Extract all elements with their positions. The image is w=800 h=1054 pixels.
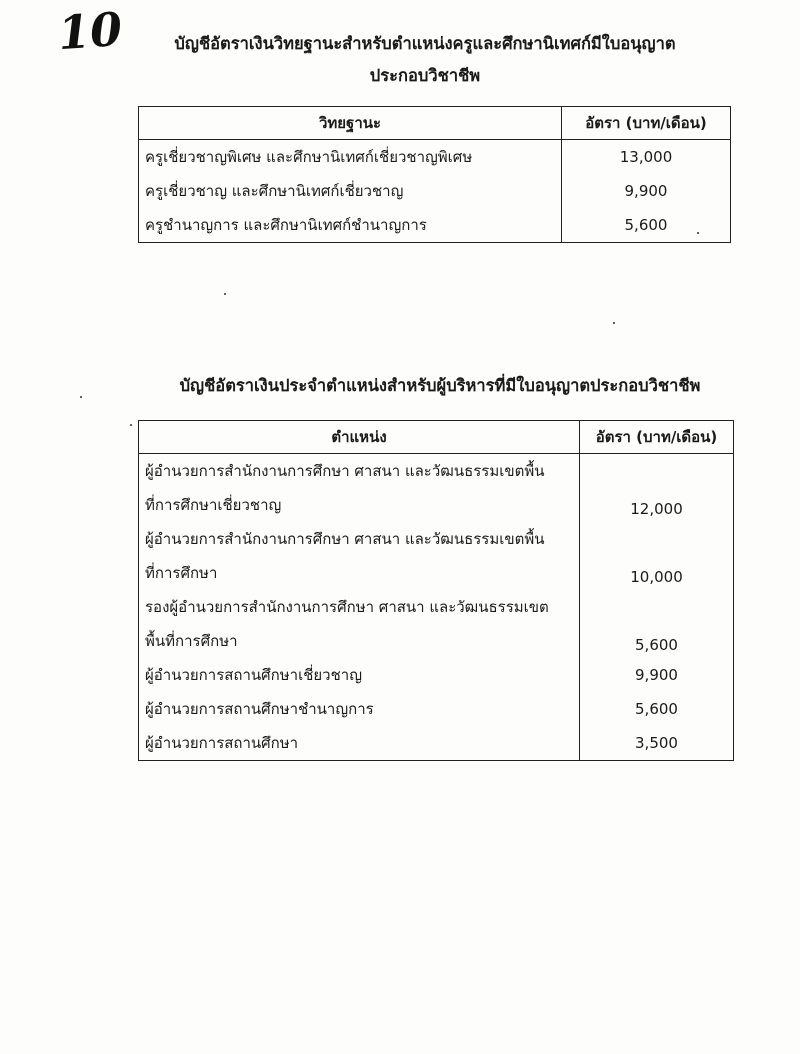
row-rate: 13,000 <box>562 140 731 175</box>
scan-speck <box>224 293 226 295</box>
row-rate: 9,900 <box>562 174 731 208</box>
scan-speck <box>697 232 699 234</box>
table-header-row <box>139 107 731 140</box>
table-row <box>139 208 731 243</box>
row-rate: 5,600 <box>562 208 731 243</box>
row-label: ครูเชี่ยวชาญพิเศษ และศึกษานิเทศก์เชี่ยวชาญพิเศษ <box>139 140 562 175</box>
row-label-line2: พื้นที่การศึกษา <box>145 632 238 650</box>
academic-standing-rate-table <box>138 106 731 243</box>
row-label-line2: ที่การศึกษาเชี่ยวชาญ <box>145 496 282 514</box>
table-row <box>139 658 734 692</box>
row-rate: 5,600 <box>580 692 734 726</box>
row-label <box>139 454 580 523</box>
row-label <box>139 590 580 658</box>
row-label <box>139 522 580 590</box>
row-label-line1: ผู้อำนวยการสำนักงานการศึกษา ศาสนา และวัฒนธรรมเขตพื้น <box>145 530 545 548</box>
table-row <box>139 726 734 761</box>
row-label: ผู้อำนวยการสถานศึกษาเชี่ยวชาญ <box>139 658 580 692</box>
table1-title <box>120 28 730 92</box>
scan-speck <box>130 424 132 426</box>
column-header-rate: อัตรา (บาท/เดือน) <box>580 421 734 454</box>
row-rate: 5,600 <box>580 590 734 658</box>
table-header-row <box>139 421 734 454</box>
table-row <box>139 590 734 658</box>
row-label: ผู้อำนวยการสถานศึกษา <box>139 726 580 761</box>
row-label: ครูเชี่ยวชาญ และศึกษานิเทศก์เชี่ยวชาญ <box>139 174 562 208</box>
table1-title-line2: ประกอบวิชาชีพ <box>369 66 481 85</box>
table-row <box>139 140 731 175</box>
row-rate: 9,900 <box>580 658 734 692</box>
row-label-line1: ผู้อำนวยการสำนักงานการศึกษา ศาสนา และวัฒนธรรมเขตพื้น <box>145 462 545 480</box>
row-label-line1: รองผู้อำนวยการสำนักงานการศึกษา ศาสนา และวัฒนธรรมเขต <box>145 598 549 616</box>
table-row <box>139 692 734 726</box>
table2-title: บัญชีอัตราเงินประจำตำแหน่งสำหรับผู้บริหารที่มีใบอนุญาตประกอบวิชาชีพ <box>179 376 701 395</box>
table-row <box>139 522 734 590</box>
table-row <box>139 174 731 208</box>
column-header-standing: วิทยฐานะ <box>139 107 562 140</box>
scan-speck <box>80 396 82 398</box>
row-rate: 12,000 <box>580 454 734 523</box>
executive-position-rate-table <box>138 420 734 761</box>
row-rate: 10,000 <box>580 522 734 590</box>
handwritten-page-number: 10 <box>56 1 124 61</box>
table1-title-line1: บัญชีอัตราเงินวิทยฐานะสำหรับตำแหน่งครูและศึกษานิเทศก์มีใบอนุญาต <box>174 34 676 53</box>
scan-speck <box>613 322 615 324</box>
row-label: ผู้อำนวยการสถานศึกษาชำนาญการ <box>139 692 580 726</box>
column-header-rate: อัตรา (บาท/เดือน) <box>562 107 731 140</box>
row-rate: 3,500 <box>580 726 734 761</box>
row-label: ครูชำนาญการ และศึกษานิเทศก์ชำนาญการ <box>139 208 562 243</box>
column-header-position: ตำแหน่ง <box>139 421 580 454</box>
table-row <box>139 454 734 523</box>
row-label-line2: ที่การศึกษา <box>145 564 218 582</box>
